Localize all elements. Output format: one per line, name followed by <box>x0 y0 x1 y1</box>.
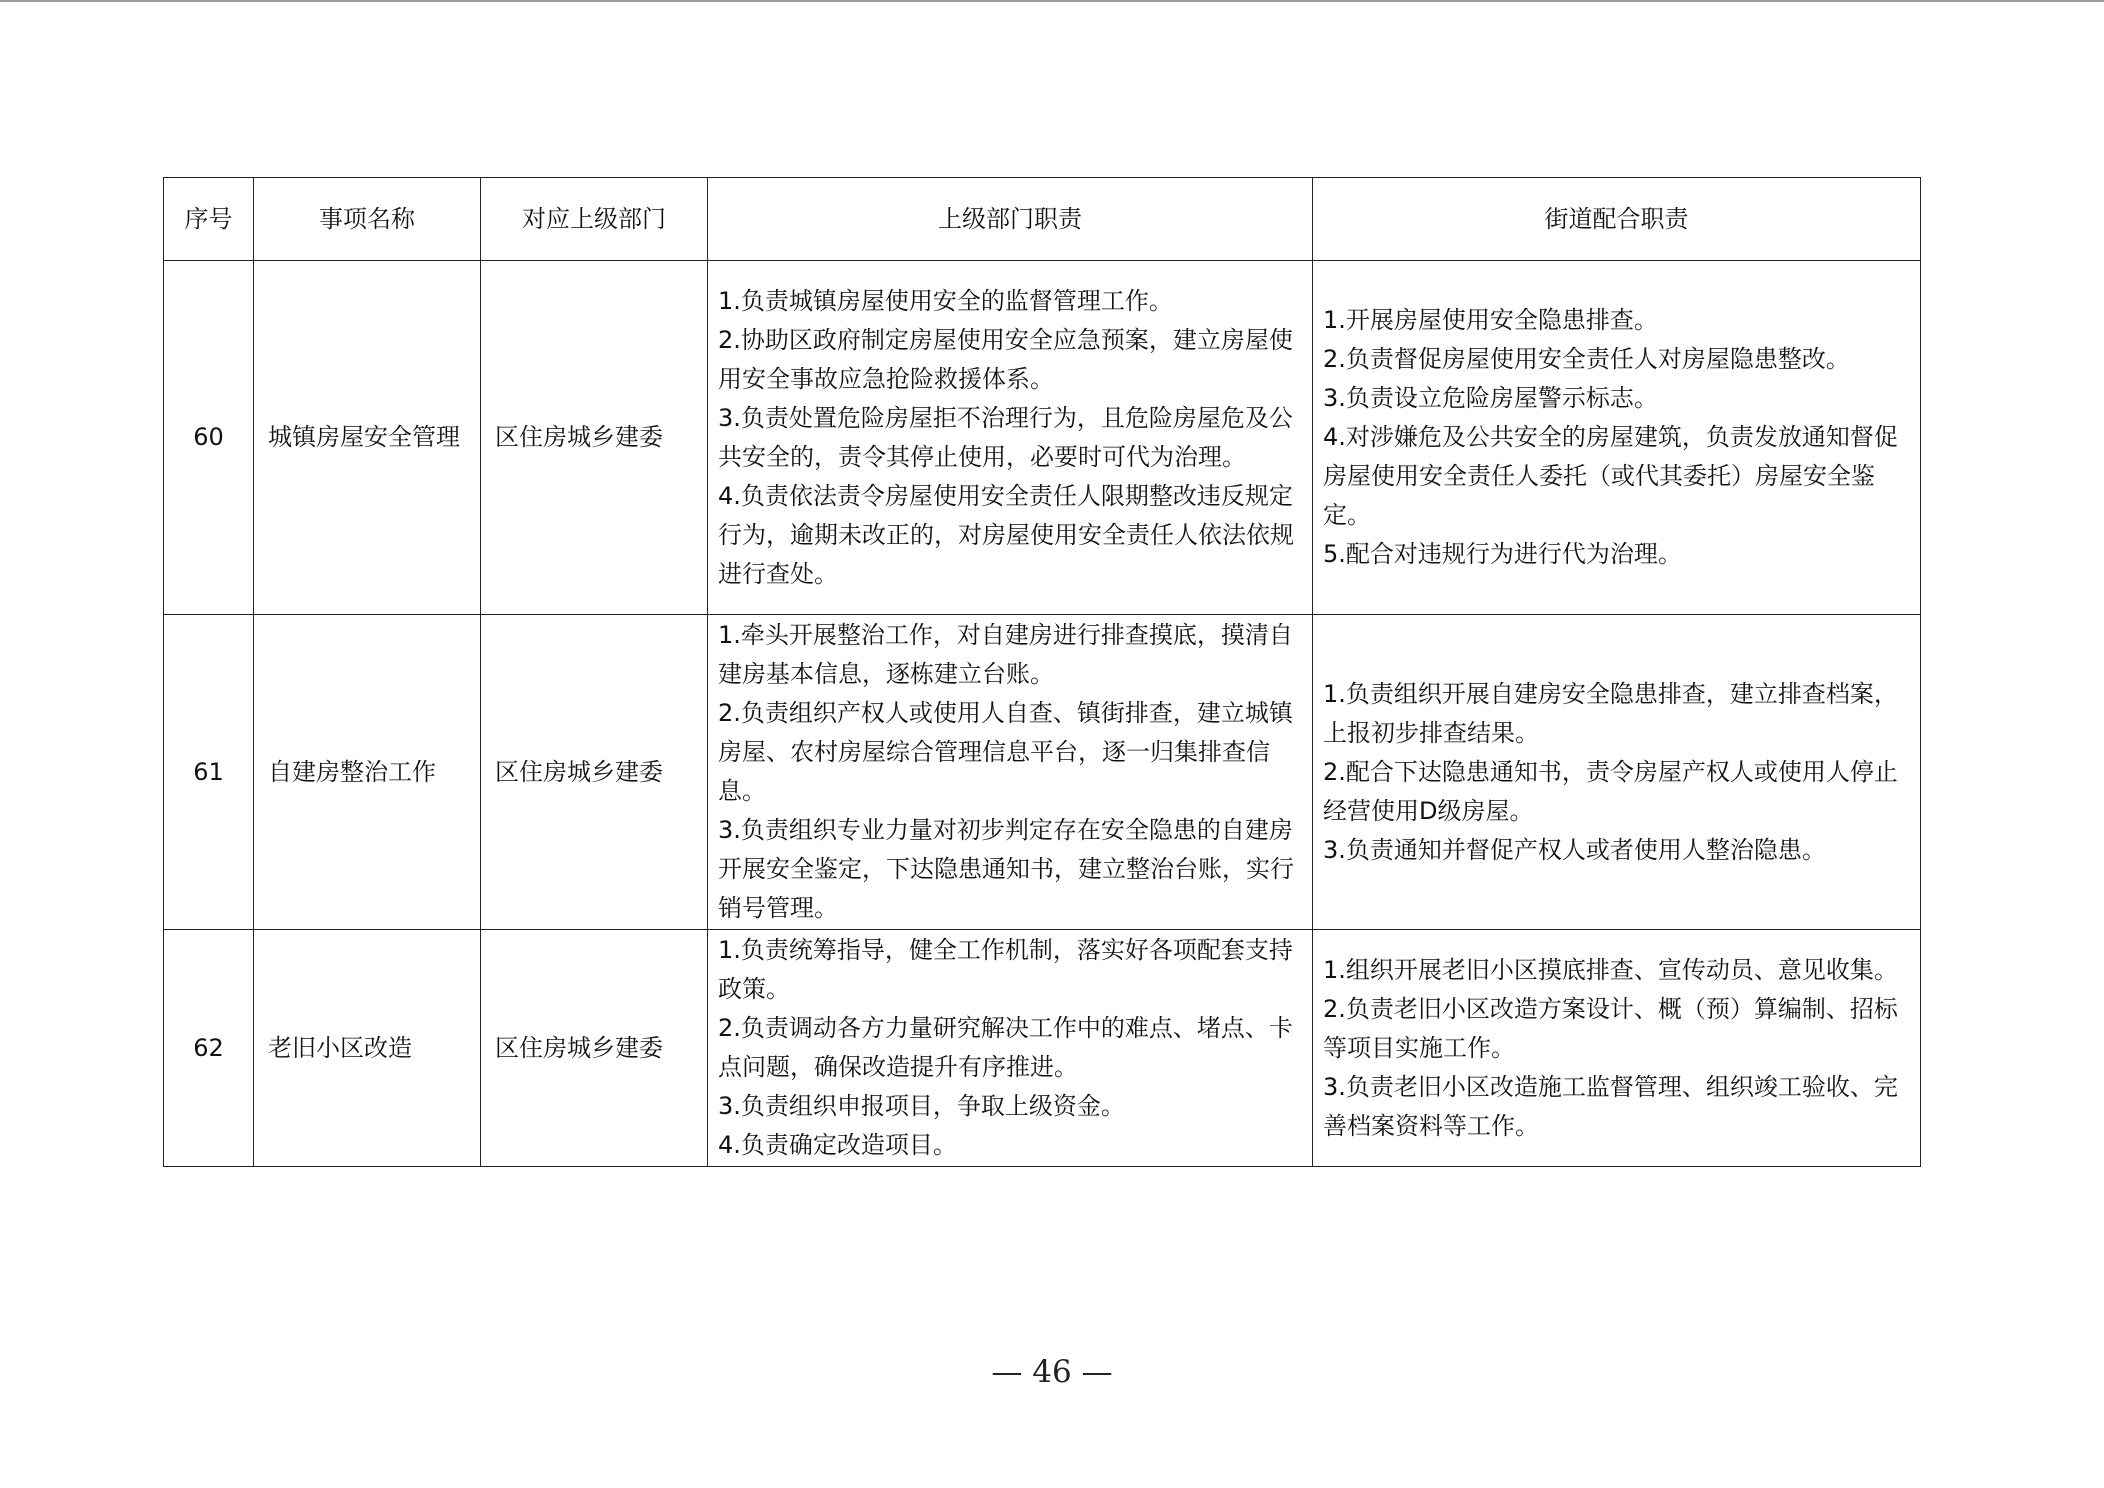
duty-item: 2.负责调动各方力量研究解决工作中的难点、堵点、卡点问题，确保改造提升有序推进。 <box>718 1014 1293 1081</box>
row-item-name: 老旧小区改造 <box>254 930 481 1167</box>
duty-item: 1.开展房屋使用安全隐患排查。 <box>1323 306 1658 334</box>
duty-item: 3.负责组织专业力量对初步判定存在安全隐患的自建房开展安全鉴定，下达隐患通知书，建立整治台账，实行销号管理。 <box>718 816 1294 922</box>
row-seq: 62 <box>164 930 254 1167</box>
row-upper-duties <box>708 930 1313 1167</box>
duty-item: 3.负责设立危险房屋警示标志。 <box>1323 384 1658 412</box>
row-street-duties <box>1313 615 1921 930</box>
duty-item: 4.对涉嫌危及公共安全的房屋建筑，负责发放通知督促房屋使用安全责任人委托（或代其委托）房屋安全鉴定。 <box>1323 423 1898 529</box>
duty-item: 4.负责确定改造项目。 <box>718 1131 957 1159</box>
duty-item: 2.负责老旧小区改造方案设计、概（预）算编制、招标等项目实施工作。 <box>1323 994 1898 1062</box>
row-upper-dept: 区住房城乡建委 <box>481 615 708 930</box>
header-seq: 序号 <box>164 178 254 261</box>
row-item-name: 自建房整治工作 <box>254 615 481 930</box>
table-row <box>164 930 1921 1167</box>
row-upper-duties <box>708 261 1313 615</box>
table-row <box>164 261 1921 615</box>
duty-item: 4.负责依法责令房屋使用安全责任人限期整改违反规定行为，逾期未改正的，对房屋使用安全责任人依法依规进行查处。 <box>718 481 1294 588</box>
duty-item: 1.负责统筹指导，健全工作机制，落实好各项配套支持政策。 <box>718 936 1293 1003</box>
header-upper-dept: 对应上级部门 <box>481 178 708 261</box>
duty-item: 1.牵头开展整治工作，对自建房进行排查摸底，摸清自建房基本信息，逐栋建立台账。 <box>718 621 1293 688</box>
table-row <box>164 615 1921 930</box>
duty-item: 3.负责处置危险房屋拒不治理行为，且危险房屋危及公共安全的，责令其停止使用，必要时可代为治理。 <box>718 403 1293 471</box>
duty-item: 5.配合对违规行为进行代为治理。 <box>1323 540 1682 568</box>
row-item-name: 城镇房屋安全管理 <box>254 261 481 615</box>
duty-item: 2.协助区政府制定房屋使用安全应急预案，建立房屋使用安全事故应急抢险救援体系。 <box>718 325 1293 393</box>
row-upper-dept: 区住房城乡建委 <box>481 261 708 615</box>
table-header-row <box>164 178 1921 261</box>
header-upper-duties: 上级部门职责 <box>708 178 1313 261</box>
duty-item: 3.负责老旧小区改造施工监督管理、组织竣工验收、完善档案资料等工作。 <box>1323 1072 1898 1140</box>
row-upper-duties <box>708 615 1313 930</box>
duty-item: 1.组织开展老旧小区摸底排查、宣传动员、意见收集。 <box>1323 955 1898 984</box>
header-item-name: 事项名称 <box>254 178 481 261</box>
duty-item: 3.负责通知并督促产权人或者使用人整治隐患。 <box>1323 835 1826 864</box>
page-number: — 46 — <box>991 1354 1113 1390</box>
duty-item: 2.配合下达隐患通知书，责令房屋产权人或使用人停止经营使用D级房屋。 <box>1323 757 1898 825</box>
duty-item: 2.负责督促房屋使用安全责任人对房屋隐患整改。 <box>1323 345 1850 373</box>
row-seq: 60 <box>164 261 254 615</box>
duty-item: 1.负责城镇房屋使用安全的监督管理工作。 <box>718 286 1173 315</box>
duty-item: 2.负责组织产权人或使用人自查、镇街排查，建立城镇房屋、农村房屋综合管理信息平台，逐一归集排查信息。 <box>718 699 1293 805</box>
top-border-line <box>0 0 2104 2</box>
duty-item: 3.负责组织申报项目，争取上级资金。 <box>718 1092 1125 1120</box>
row-street-duties <box>1313 930 1921 1167</box>
row-seq: 61 <box>164 615 254 930</box>
duty-item: 1.负责组织开展自建房安全隐患排查，建立排查档案，上报初步排查结果。 <box>1323 679 1898 747</box>
responsibility-table <box>163 177 1921 1167</box>
row-street-duties <box>1313 261 1921 615</box>
header-street-duties: 街道配合职责 <box>1313 178 1921 261</box>
row-upper-dept: 区住房城乡建委 <box>481 930 708 1167</box>
